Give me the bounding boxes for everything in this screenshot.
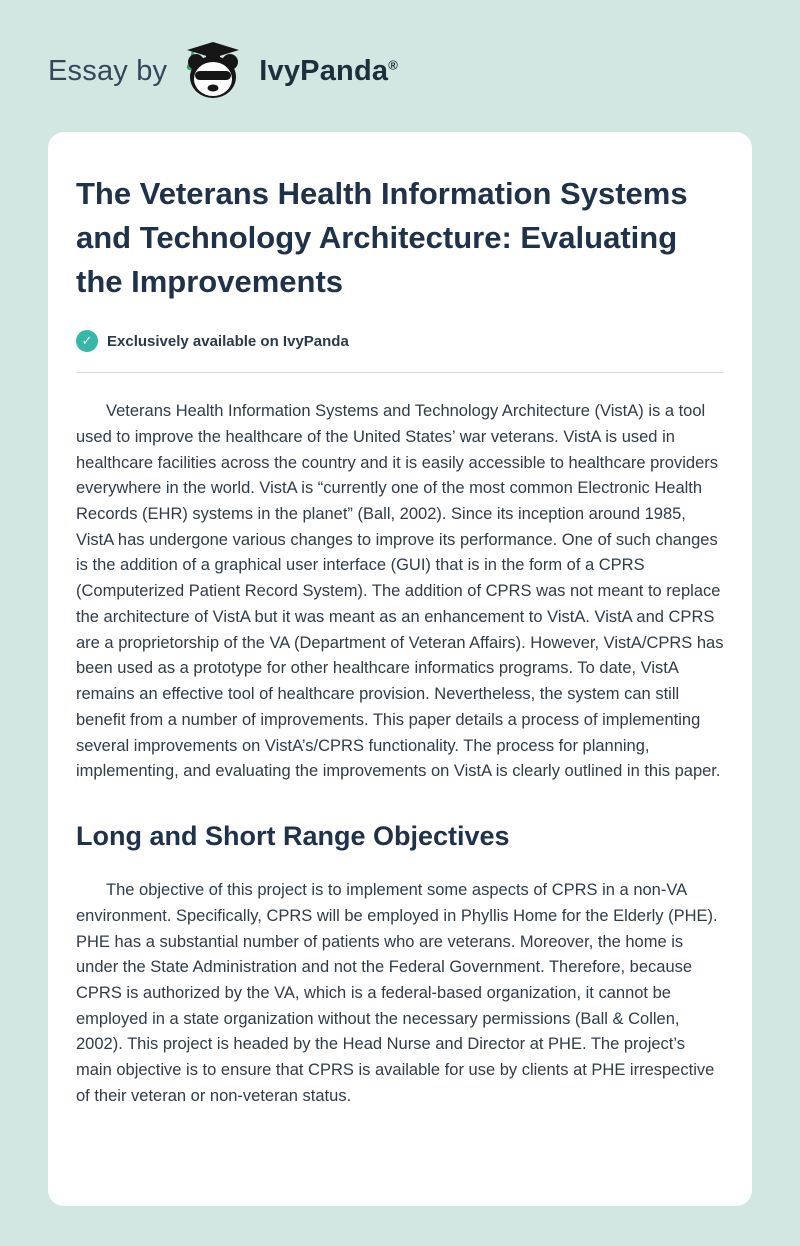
objectives-paragraph: The objective of this project is to implement some aspects of CPRS in a non-VA environment. Specifically, CPRS will be employed in Phyllis Home for the Elderly (PHE). PHE has a substantial number of patients who are veterans. Moreover, the home is under the State Administration and not the Federal Government. Therefore, because CPRS is authorized by the VA, which is a federal-based organization, it cannot be employed in a state organization without the necessary permissions (Ball & Collen, 2002). This project is headed by the Head Nurse and Director at PHE. The project’s main objective is to ensure that CPRS is available for use by clients at PHE irrespective of their veteran or non-veteran status. [76,881,718,1105]
brand-name-text: IvyPanda [259,54,389,87]
availability-badge [76,330,724,352]
registered-mark: ® [388,56,398,72]
divider [76,372,724,373]
availability-badge-label: Exclusively available on IvyPanda [107,332,349,350]
essay-by-label: Essay by [48,54,168,87]
check-icon: ✓ [76,330,98,352]
brand-name [259,55,398,88]
essay-card [48,132,752,1206]
intro-paragraph: Veterans Health Information Systems and Technology Architecture (VistA) is a tool used to improve the healthcare of the United States’ war veterans. VistA is used in healthcare facilities across the country and it is easily accessible to healthcare providers everywhere in the world. VistA is “currently one of the most common Electronic Health Records (EHR) systems in the planet” (Ball, 2002). Since its inception around 1985, VistA has undergone various changes to improve its performance. One of such changes is the addition of a graphical user interface (GUI) that is in the form of a CPRS (Computerized Patient Record System). The addition of CPRS was not meant to replace the architecture of VistA but it was meant as an enhancement to VistA. VistA and CPRS are a proprietorship of the VA (Department of Veteran Affairs). However, VistA/CPRS has been used as a prototype for other healthcare informatics programs. To date, VistA remains an effective tool of healthcare provision. Nevertheless, the system can still benefit from a number of improvements. This paper details a process of implementing several improvements on VistA’s/CPRS functionality. The process for planning, implementing, and evaluating the improvements on VistA is clearly outlined in this paper. [76,402,724,781]
header [0,0,800,132]
section-heading-objectives: Long and Short Range Objectives [76,821,510,852]
ivypanda-panda-logo-icon [181,39,245,103]
essay-title: The Veterans Health Information Systems and Technology Architecture: Evaluating the Improvements [76,176,688,300]
